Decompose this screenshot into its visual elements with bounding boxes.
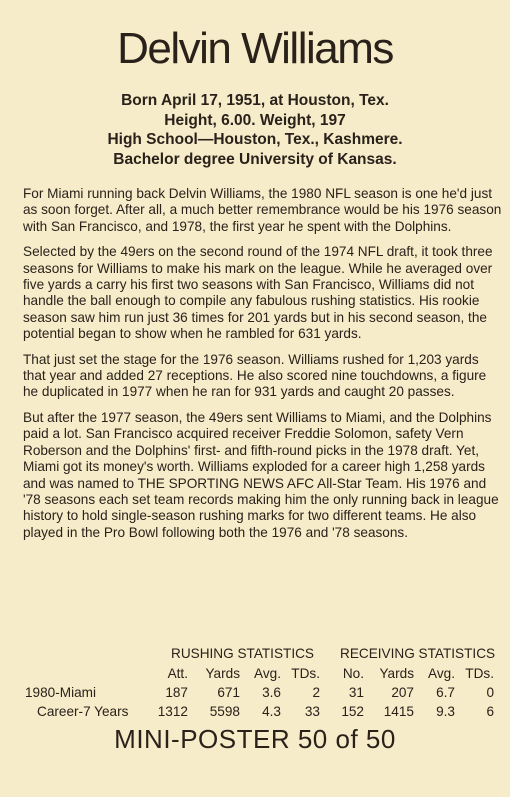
player-name: Delvin Williams [117,24,393,73]
stat-cell: 4.3 [262,704,281,719]
bio-height-weight: Height, 6.00. Weight, 197 [164,111,346,129]
stat-cell: 33 [304,704,320,719]
stat-cell: 5598 [209,704,240,719]
column-header: Yards [205,666,240,681]
stat-cell: 6.7 [436,685,455,700]
stat-cell: 187 [165,685,188,700]
column-header: TDs. [291,666,320,681]
bio-high-school: High School—Houston, Tex., Kashmere. [107,131,403,148]
column-header: Avg. [254,666,281,681]
stat-cell: 3.6 [262,685,281,700]
stat-cell: 1415 [383,704,414,719]
column-header: Yards [379,666,414,681]
column-header: Avg. [428,666,455,681]
stat-cell: 0 [486,685,494,700]
story-paragraph: That just set the stage for the 1976 season. Williams rushed for 1,203 yards that year and added 27 receptions. He also scored nine touchdowns, a figure he duplicated in 1977 when he ran for 931 yards and caught 20 passes. [23,351,487,400]
rushing-stats-heading: RUSHING STATISTICS [171,646,314,661]
stat-cell: 9.3 [436,704,455,719]
column-header: Att. [167,666,188,681]
stats-table [0,646,510,726]
mini-poster-number: MINI-POSTER 50 of 50 [114,724,396,754]
story-paragraph: Selected by the 49ers on the second round of the 1974 NFL draft, it took three seasons for Williams to make his mark on the league. While he averaged over five yards a carry his first two seasons with San Francisco, Williams did not handle the ball enough to compile any fabulous rushing statistics. His rookie season saw him run just 36 times for 201 yards but in his second season, the potential began to show when he rambled for 631 yards. [23,244,493,342]
receiving-stats-heading: RECEIVING STATISTICS [340,646,496,661]
story-paragraph: For Miami running back Delvin Williams, the 1980 NFL season is one he'd just as soon forget. After all, a much better remembrance would be his 1976 season with San Francisco, and 1978, the first year he spent with the Dolphins. [23,186,502,234]
stat-cell: 2 [312,685,320,700]
bio-birth: Born April 17, 1951, at Houston, Tex. [121,92,389,109]
row-label: Career-7 Years [37,704,129,719]
stat-cell: 152 [341,704,364,719]
biography-text [23,186,503,550]
stat-cell: 1312 [157,704,188,719]
stat-cell: 671 [217,685,240,700]
story-paragraph: But after the 1977 season, the 49ers sent Williams to Miami, and the Dolphins paid a lot. San Francisco acquired receiver Freddie Solomon, safety Vern Roberson and the Dolphins' first- and fifth-round picks in the 1978 draft. Yet, Miami got its money's worth. Williams exploded for a career high 1,258 yards and was named to THE SPORTING NEWS AFC All-Star Team. His 1976 and '78 seasons each set team records making him the only running back in league history to hold single-season rushing marks for two different teams. He also played in the Pro Bowl following both the 1976 and '78 seasons. [23,409,499,540]
bio-college: Bachelor degree University of Kansas. [113,150,397,168]
column-header: TDs. [465,666,494,681]
stat-cell: 6 [486,704,494,719]
stat-cell: 31 [348,685,364,700]
bio-block [0,91,510,169]
stat-cell: 207 [391,685,414,700]
column-header: No. [342,666,364,681]
row-label: 1980-Miami [25,685,97,700]
